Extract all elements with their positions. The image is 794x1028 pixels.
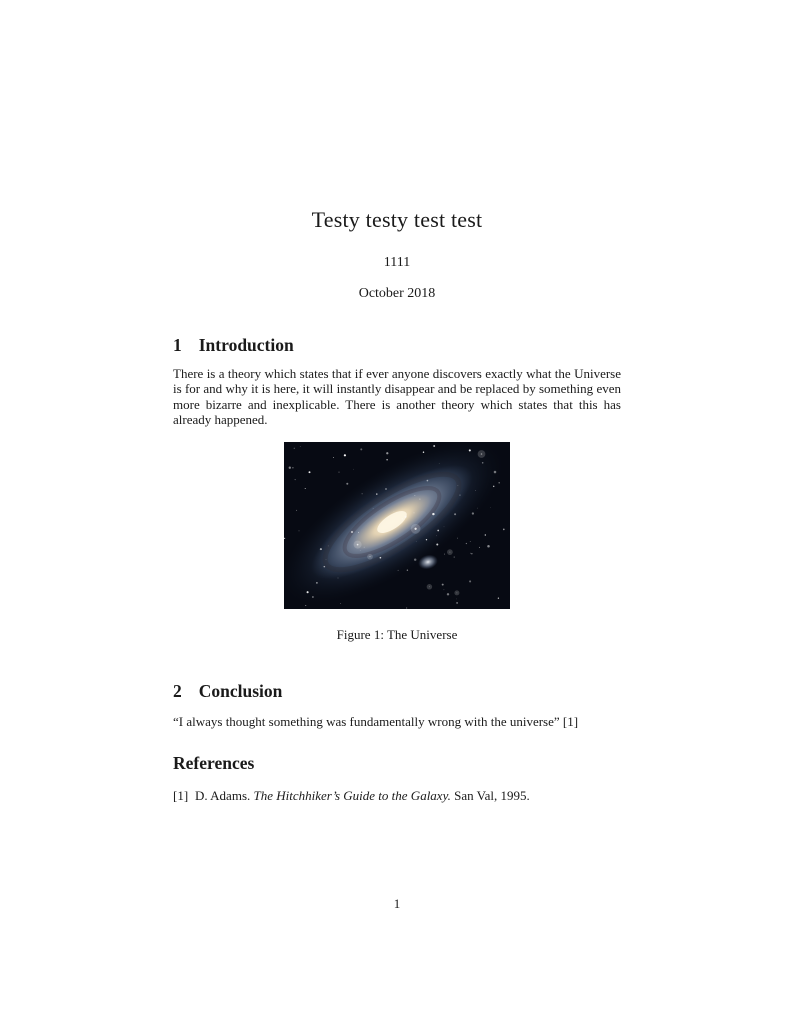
section-number: 2 [173, 681, 182, 702]
reference-authors: D. Adams. [195, 788, 251, 804]
references-heading: References [173, 753, 255, 774]
section-heading-conclusion [173, 681, 621, 702]
reference-text [195, 788, 530, 803]
reference-marker: [1] [173, 788, 189, 804]
reference-title: The Hitchhiker’s Guide to the Galaxy. [253, 788, 451, 804]
section-title: Conclusion [198, 681, 283, 702]
paper-date: October 2018 [358, 286, 436, 301]
reference-publisher: San Val, 1995. [454, 788, 530, 804]
text-block [0, 206, 794, 804]
section-number: 1 [173, 335, 182, 355]
figure-caption: Figure 1: The Universe [336, 627, 458, 643]
section-heading-introduction [173, 335, 621, 356]
section-title: Introduction [198, 335, 294, 355]
galaxy-image [284, 442, 510, 609]
figure-1 [173, 442, 621, 643]
conclusion-quote: “I always thought something was fundamentally wrong with the universe” [1] [173, 714, 579, 730]
reference-entry [173, 788, 621, 803]
paper-author: 1111 [383, 255, 411, 270]
introduction-paragraph: There is a theory which states that if ever anyone discovers exactly what the Universe is for and why it is here, it will instantly disappear and be replaced by something even more bizarre and inexplicable. There is another theory which states that this has already happened. [173, 366, 621, 427]
paper-title: Testy testy test test [311, 207, 483, 232]
page-number: 1 [393, 896, 401, 911]
